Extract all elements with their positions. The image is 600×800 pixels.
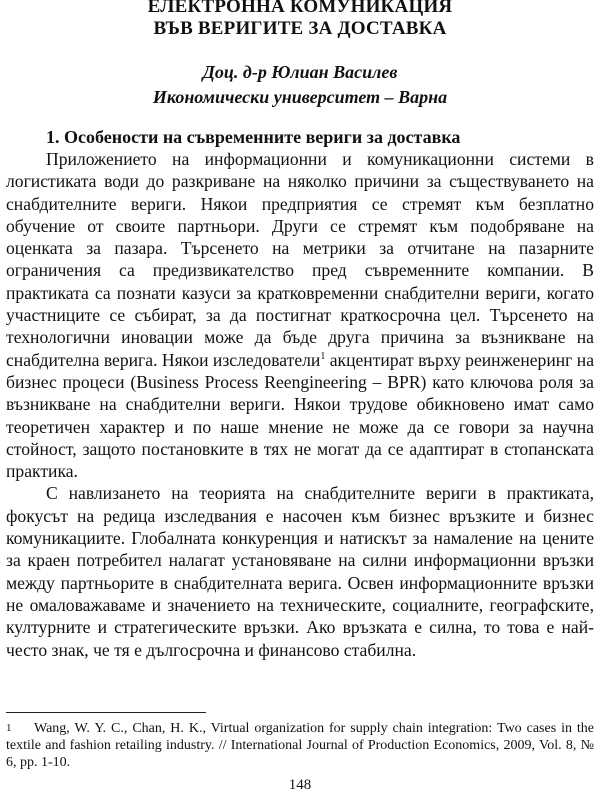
- paragraph-2: С навлизането на теорията на снабдителните вериги в практиката, фокусът на редица изследвания е насочен към бизнес връзките и бизнес комуникациите. Глобалната конкуренция и натискът за намаление на цените за краен потребител налагат установяване на силни информационни връзки между партньорите в снабдителната верига. Освен информационните връзки не омаловажаваме и значението на техническите, социалните, географските, културните и стратегическите връзки. Ако връзката е силна, то това е най-често знак, че тя е дългосрочна и финансово стабилна.: [6, 483, 594, 660]
- paragraph-1-part-1: Приложението на информационни и комуникационни системи в логистиката води до разкриване на няколко причини за съществуването на снабдителните вериги. Някои предприятия се стремят към безплатно обучение от своите партньори. Други се стремят към подобряване на оценката за пазара. Търсенето на метрики за отчитане на пазарните ограничения са предизвикателство пред съвременните компании. В практиката са познати казуси за кратковременни снабдителни вериги, когато участниците се събират, за да постигнат краткосрочна цел. Търсенето на технологични иновации може да бъде друга причина за възникване на снабдителна верига. Някои изследователи: [6, 149, 594, 370]
- author-affiliation: Икономически университет – Варна: [152, 87, 448, 107]
- title-block: [6, 0, 594, 40]
- footnote-marker: 1: [6, 722, 12, 734]
- document-page: [6, 0, 594, 800]
- paragraph-1-part-2: акцентират върху реинженеринг на бизнес процеси (Business Process Reengineering – BPR) като ключова роля за възникване на снабдителни вериги. Някои трудове обикновено имат само теоретичен характер и по наше мнение не може да се говори за научна стойност, защото постановките в тях не могат да се адаптират в стопанската практика.: [6, 349, 595, 482]
- author-block: [6, 60, 594, 110]
- footnote-reference[interactable]: 1: [320, 350, 326, 362]
- document-title-line-2: ВЪВ ВЕРИГИТЕ ЗА ДОСТАВКА: [153, 18, 447, 39]
- footnote-text: Wang, W. Y. C., Chan, H. K., Virtual organization for supply chain integration: Two cases in the textile and fashion retailing industry. // International Journal of Production Economics, 2009, Vol. 8, № 6, pp. 1-10.: [6, 721, 594, 770]
- body-text: [6, 148, 594, 661]
- document-title-line-1: ЕЛЕКТРОННА КОМУНИКАЦИЯ: [147, 0, 453, 17]
- footnote: [6, 720, 594, 771]
- footnote-divider: [6, 712, 206, 713]
- section-heading: 1. Особености на съвременните вериги за доставка: [46, 127, 461, 147]
- paragraph-1: [6, 148, 594, 482]
- page-number: 148: [288, 777, 312, 793]
- author-name: Доц. д-р Юлиан Василев: [202, 62, 398, 82]
